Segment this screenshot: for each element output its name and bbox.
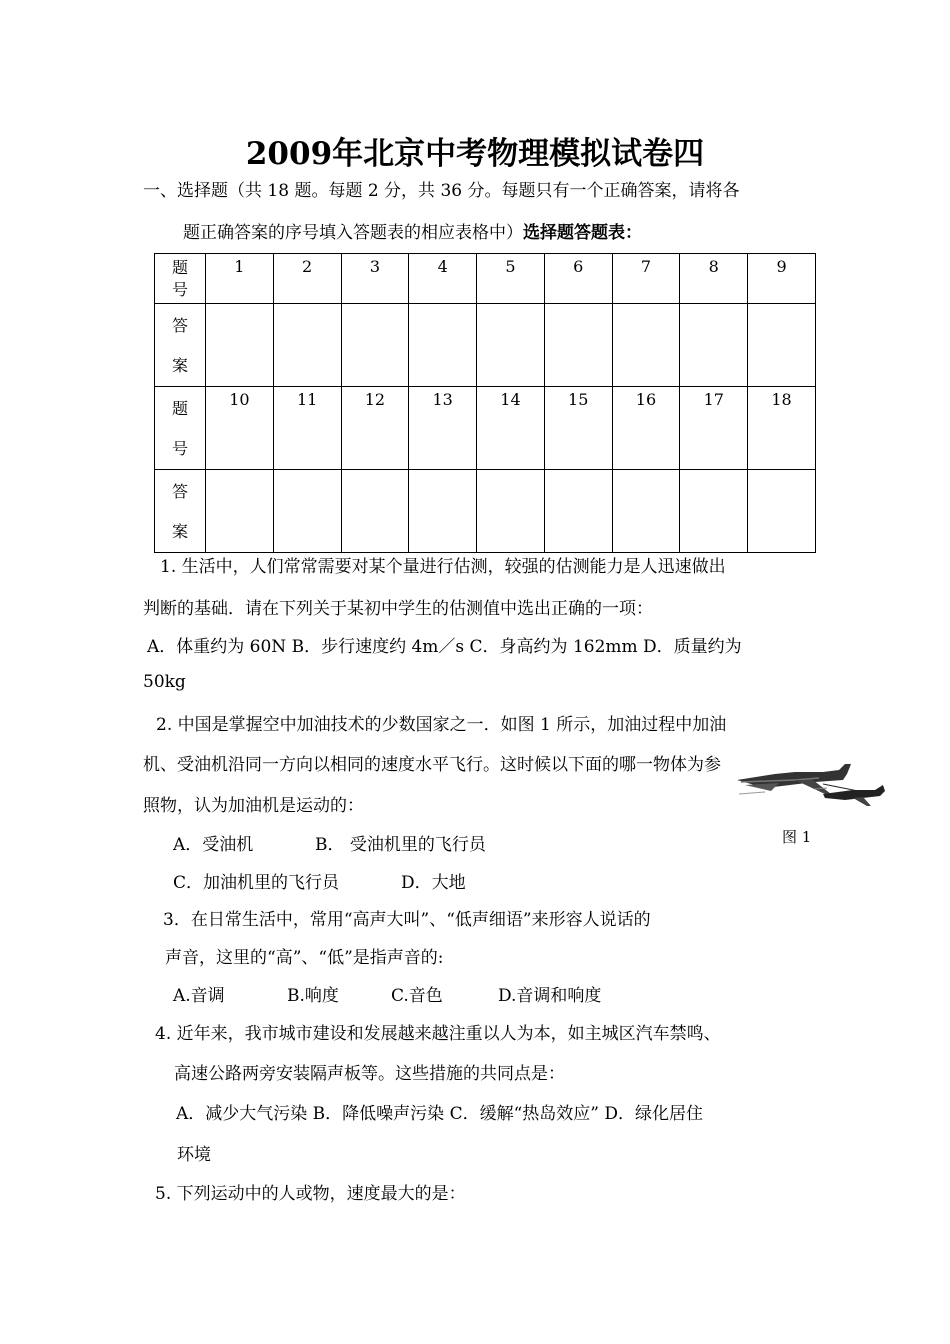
header-char: 答	[171, 482, 188, 501]
q1-line1: 1. 生活中，人们常常需要对某个量进行估测，较强的估测能力是人迅速做出	[160, 557, 726, 577]
answer-cell[interactable]	[273, 304, 341, 387]
answer-cell[interactable]	[680, 304, 748, 387]
answer-cell[interactable]	[477, 304, 545, 387]
row-header-answer	[155, 470, 206, 553]
question-number-cell: 10	[206, 387, 274, 470]
q1-line2: 判断的基础．请在下列关于某初中学生的估测值中选出正确的一项：	[143, 599, 653, 619]
page-title: 2009年北京中考物理模拟试卷四	[245, 136, 705, 172]
question-number-cell: 1	[206, 254, 274, 304]
table-row	[155, 254, 816, 304]
answer-cell[interactable]	[612, 304, 680, 387]
answer-cell[interactable]	[544, 304, 612, 387]
q3-line1: 3．在日常生活中，常用“高声大叫”、“低声细语”来形容人说话的	[163, 910, 651, 930]
section-heading-line2	[183, 218, 642, 243]
header-char: 题	[171, 399, 188, 418]
header-char: 案	[171, 522, 188, 541]
question-number-cell: 2	[273, 254, 341, 304]
q2-option-c: C．加油机里的飞行员	[173, 873, 340, 893]
table-row	[155, 304, 816, 387]
row-header-question-number	[155, 254, 206, 304]
q4-line2: 高速公路两旁安装隔声板等。这些措施的共同点是：	[174, 1064, 565, 1084]
q3-line2: 声音，这里的“高”、“低”是指声音的:	[165, 948, 444, 968]
question-number-cell: 3	[341, 254, 409, 304]
figure-1-caption: 图 1	[782, 828, 812, 846]
question-number-cell: 14	[477, 387, 545, 470]
question-number-cell: 4	[409, 254, 477, 304]
header-char: 题	[171, 258, 188, 277]
q2-option-d: D．大地	[401, 873, 466, 893]
question-number-cell: 11	[273, 387, 341, 470]
header-char: 号	[171, 439, 188, 458]
question-number-cell: 15	[544, 387, 612, 470]
section-heading-line1: 一、选择题（共 18 题。每题 2 分，共 36 分。每题只有一个正确答案，请将各	[143, 181, 740, 201]
answer-cell[interactable]	[748, 470, 816, 553]
refueling-planes-icon	[735, 758, 890, 813]
answer-cell[interactable]	[341, 470, 409, 553]
question-number-cell: 17	[680, 387, 748, 470]
question-number-cell: 16	[612, 387, 680, 470]
section-heading-text: 题正确答案的序号填入答题表的相应表格中）	[183, 223, 523, 243]
question-number-cell: 7	[612, 254, 680, 304]
q1-options: A．体重约为 60N B．步行速度约 4m／s C．身高约为 162mm D．质量约为	[147, 637, 742, 657]
q2-option-a: A．受油机	[173, 835, 254, 855]
answer-cell[interactable]	[612, 470, 680, 553]
answer-table-label: 选择题答题表：	[523, 223, 642, 243]
q5-line1: 5. 下列运动中的人或物，速度最大的是：	[155, 1184, 466, 1204]
answer-cell[interactable]	[409, 470, 477, 553]
answer-cell[interactable]	[206, 304, 274, 387]
answer-cell[interactable]	[341, 304, 409, 387]
question-number-cell: 18	[748, 387, 816, 470]
question-number-cell: 9	[748, 254, 816, 304]
q1-options-wrap: 50kg	[143, 672, 186, 692]
answer-table	[154, 253, 816, 553]
q2-option-b: B． 受油机里的飞行员	[315, 835, 486, 855]
q4-line1: 4. 近年来，我市城市建设和发展越来越注重以人为本，如主城区汽车禁鸣、	[155, 1024, 721, 1044]
q3-option-d: D.音调和响度	[498, 986, 602, 1006]
question-number-cell: 12	[341, 387, 409, 470]
q2-line1: 2. 中国是掌握空中加油技术的少数国家之一．如图 1 所示，加油过程中加油	[156, 715, 727, 735]
q2-line2: 机、受油机沿同一方向以相同的速度水平飞行。这时候以下面的哪一物体为参	[143, 755, 721, 775]
question-number-cell: 5	[477, 254, 545, 304]
answer-cell[interactable]	[748, 304, 816, 387]
q3-option-a: A.音调	[173, 986, 225, 1006]
header-char: 号	[171, 280, 188, 299]
row-header-question-number	[155, 387, 206, 470]
table-row	[155, 387, 816, 470]
table-row	[155, 470, 816, 553]
answer-cell[interactable]	[477, 470, 545, 553]
answer-cell[interactable]	[544, 470, 612, 553]
question-number-cell: 8	[680, 254, 748, 304]
row-header-answer	[155, 304, 206, 387]
answer-cell[interactable]	[206, 470, 274, 553]
q3-option-c: C.音色	[391, 986, 443, 1006]
answer-cell[interactable]	[273, 470, 341, 553]
q4-options: A．减少大气污染 B．降低噪声污染 C．缓解“热岛效应” D．绿化居住	[176, 1104, 703, 1124]
header-char: 案	[171, 356, 188, 375]
header-char: 答	[171, 316, 188, 335]
question-number-cell: 6	[544, 254, 612, 304]
question-number-cell: 13	[409, 387, 477, 470]
answer-cell[interactable]	[680, 470, 748, 553]
q3-option-b: B.响度	[287, 986, 339, 1006]
q2-line3: 照物，认为加油机是运动的：	[143, 796, 364, 816]
q4-options-wrap: 环境	[177, 1145, 211, 1165]
answer-cell[interactable]	[409, 304, 477, 387]
